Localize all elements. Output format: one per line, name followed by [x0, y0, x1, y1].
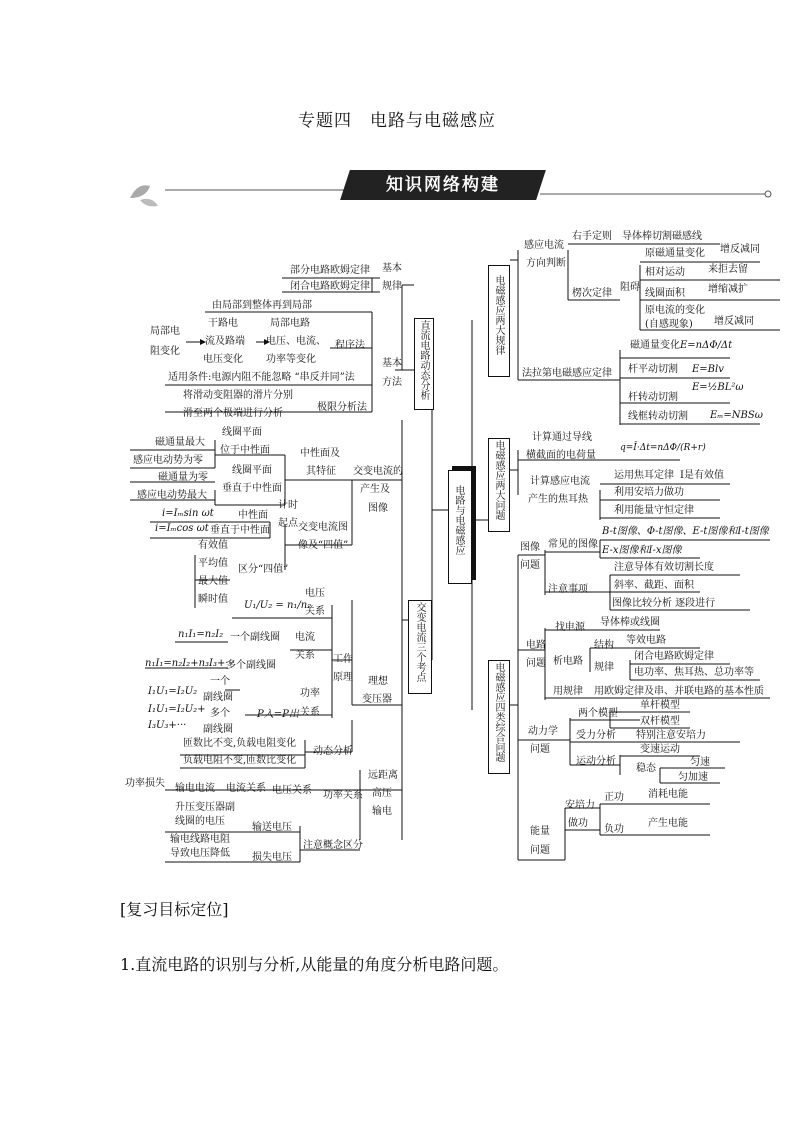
law-f-rot: E=½BL²ω: [692, 382, 744, 393]
p4-force-ana: 受力分析: [576, 730, 616, 741]
p4-uni-acc: 匀加速: [678, 772, 708, 783]
p4-double-bar: 双杆模型: [640, 716, 680, 727]
ac-graph1: 交变电流图: [298, 522, 348, 533]
prob4-box-label: 电磁感应四类综合问题: [493, 662, 504, 762]
p4-find-src: 找电源: [555, 622, 585, 633]
law-right-hand: 右手定则: [572, 231, 612, 242]
p4-dyn2: 问题: [530, 744, 550, 755]
ac-multi2b: 副线圈: [203, 724, 233, 735]
banner-title: 知识网络构建: [386, 175, 500, 195]
ac-emf-zero: 感应电动势为零: [133, 455, 203, 466]
ac-work1: 工作: [333, 654, 353, 665]
law-faraday: 法拉第电磁感应定律: [522, 368, 612, 379]
dc-c2c: 电压变化: [203, 354, 243, 365]
p4-motion-ana: 运动分析: [576, 756, 616, 767]
law-self1: 原电流的变化: [645, 305, 705, 316]
ac-perp-start: 垂直于中性面: [210, 525, 270, 536]
prob2-box-label: 电磁感应两大问题: [493, 440, 504, 520]
ac-tx-volt: 输送电压: [252, 822, 292, 833]
ac-formula2: i=Iₘcos ωt: [155, 523, 209, 534]
dc-lim2: 滑至两个极端进行分析: [183, 408, 283, 419]
dc-method-2: 方法: [382, 377, 402, 388]
ac-p3: I₃U₃+···: [148, 720, 187, 731]
ac-far2: 高压: [372, 788, 392, 799]
ac-work2: 原理: [333, 672, 353, 683]
law-cut: 导体棒切割磁感线: [622, 231, 702, 242]
p4-single-bar: 单杆模型: [640, 700, 680, 711]
p4-img2: 问题: [520, 560, 540, 571]
ac-crel1: 电流: [295, 632, 315, 643]
ac-p2: I₁U₁=I₂U₂+: [148, 704, 206, 715]
p2-joule-note: I是有效值: [680, 470, 724, 481]
ac-tx-cur: 输电电流: [175, 783, 215, 794]
law-incr-oppose2: 增反减同: [714, 316, 754, 327]
dc-basic-law-2: 规律: [382, 281, 402, 292]
law-orig-flux: 原磁通量变化: [645, 248, 705, 259]
ac-timing1: 计时: [278, 500, 298, 511]
p4-ampere-note: 特别注意安培力: [636, 730, 706, 741]
p4-use-law-txt: 用欧姆定律及串、并联电路的基本性质: [594, 686, 764, 697]
ac-concept: 注意概念区分: [303, 840, 363, 851]
dc-law1: 部分电路欧姆定律: [290, 265, 370, 276]
dc-c3b: 电压、电流、: [266, 336, 326, 347]
ac-timing2: 起点: [278, 518, 298, 529]
dc-cond: 适用条件:电源内阻不能忽略 “串反并同”法: [168, 372, 355, 383]
goal-item-1: 1.直流电路的识别与分析,从能量的角度分析电路问题。: [120, 955, 509, 974]
p4-src: 导体棒或线圈: [600, 617, 660, 628]
ac-at-neutral: 位于中性面: [220, 445, 270, 456]
ac-neutral-start: 中性面: [238, 510, 268, 521]
law-shrink: 增缩减扩: [708, 284, 748, 295]
p4-uniform: 匀速: [690, 757, 710, 768]
law-come-go: 来拒去留: [708, 264, 748, 275]
ac-one-coil: 一个副线圈: [230, 632, 280, 643]
p4-do-work: 做功: [568, 818, 588, 829]
ac-loss-volt: 损失电压: [252, 852, 292, 863]
ac-maxv: 最大值: [198, 576, 228, 587]
p4-n1: 注意导体有效切割长度: [614, 562, 714, 573]
ac-ploss: 功率损失: [125, 778, 165, 789]
ac-u-ratio: U₁/U₂ = n₁/n₂: [244, 600, 312, 611]
ac-dynamic: 动态分析: [313, 746, 353, 757]
law-box-label: 电磁感应两大规律: [493, 275, 504, 355]
ac-flux-zero: 磁通量为零: [158, 472, 208, 483]
law-rel-motion: 相对运动: [645, 267, 685, 278]
p2-ampere: 利用安培力做功: [614, 487, 684, 498]
ac-far1: 远距离: [368, 770, 398, 781]
ac-volt-rel: 电压关系: [272, 785, 312, 796]
p4-r1: 闭合电路欧姆定律: [634, 651, 714, 662]
ac-neutral-feature1: 中性面及: [300, 448, 340, 459]
ac-multi-coil: 多个副线圈: [226, 660, 276, 671]
ac-step-up1: 升压变压器副: [175, 802, 235, 813]
ac-box-label: 交变电流三个考点: [414, 602, 425, 682]
p4-g1: B-t图像、Φ-t图像、E-t图像和I-t图像: [602, 526, 769, 537]
dc-box-label: 直流电路动态分析: [418, 320, 429, 400]
central-label: 电路与电磁感应: [453, 485, 464, 555]
ac-pin: P入=P出: [257, 709, 299, 720]
ac-ideal1: 理想: [368, 676, 388, 687]
dc-c2b: 流及路端: [205, 336, 245, 347]
p4-r2: 电功率、焦耳热、总功率等: [634, 667, 754, 678]
law-dir1: 感应电流: [524, 240, 564, 251]
ac-neutral-feature2: 其特征: [306, 466, 336, 477]
p4-n3: 图像比较分析 逐段进行: [612, 598, 716, 609]
law-f-blv: E=Blv: [692, 364, 724, 375]
ac-emf-max: 感应电动势最大: [137, 490, 207, 501]
law-frame-rot: 线框转动切割: [628, 411, 688, 422]
p4-rule: 规律: [594, 662, 614, 673]
law-incr-oppose: 增反减同: [720, 244, 760, 255]
dc-c1a: 局部电: [150, 326, 180, 337]
dc-c3c: 功率等变化: [266, 354, 316, 365]
ac-formula1: i=Iₘsin ωt: [162, 508, 214, 519]
law-flux-change: 磁通量变化: [630, 340, 680, 351]
ac-gen2: 产生及: [360, 484, 390, 495]
ac-ideal2: 变压器: [362, 694, 392, 705]
p2-joule: 运用焦耳定律: [614, 470, 674, 481]
p4-consume: 消耗电能: [648, 789, 688, 800]
p4-g2: E-x图像和I-x图像: [602, 545, 682, 556]
law-hinder: 阻碍: [620, 282, 640, 293]
law-bar-trans: 杆平动切割: [628, 364, 678, 375]
dc-method-1: 基本: [382, 358, 402, 369]
dc-c1b: 阻变化: [150, 346, 180, 357]
dc-basic-law-1: 基本: [382, 263, 402, 274]
ac-far3: 输电: [372, 806, 392, 817]
ac-i-multi: n₁I₁=n₂I₂+n₃I₃+···: [145, 658, 235, 669]
section-heading: [复习目标定位]: [120, 900, 229, 919]
p4-img1: 图像: [520, 542, 540, 553]
ac-graph2: 像及“四值”: [298, 540, 349, 551]
ac-gen1: 交变电流的: [353, 466, 403, 477]
p4-ana1: 析电路: [553, 656, 583, 667]
p4-dyn1: 动力学: [528, 726, 558, 737]
p4-steady: 稳态: [636, 763, 656, 774]
ac-drop1: 输电线路电阻: [170, 834, 230, 845]
p4-cir1: 电路: [526, 640, 546, 651]
dc-law2: 闭合电路欧姆定律: [290, 281, 370, 292]
ac-drop2: 导致电压降低: [170, 848, 230, 859]
p4-pos-work: 正功: [604, 792, 624, 803]
ac-coil-plane: 线圈平面: [222, 427, 262, 438]
page-title: 专题四 电路与电磁感应: [298, 111, 496, 131]
law-lenz: 楞次定律: [572, 288, 612, 299]
ac-inst: 瞬时值: [198, 594, 228, 605]
ac-prel2: 关系: [300, 707, 320, 718]
ac-cur-rel: 电流关系: [226, 783, 266, 794]
ac-avg: 平均值: [198, 558, 228, 569]
ac-one-coil2b: 副线圈: [203, 692, 233, 703]
p4-n2: 斜率、截距、面积: [614, 580, 694, 591]
ac-eff: 有效值: [198, 540, 228, 551]
ac-prel1: 功率: [300, 688, 320, 699]
ac-load-fixed: 负载电阻不变,匝数比变化: [183, 755, 297, 766]
p4-produce: 产生电能: [648, 818, 688, 829]
law-dir2: 方向判断: [526, 258, 566, 269]
p4-use-law: 用规律: [553, 686, 583, 697]
ac-ratio-fixed: 匝数比不变,负载电阻变化: [183, 738, 297, 749]
p2-heat2: 产生的焦耳热: [528, 494, 588, 505]
p4-var-motion: 变速运动: [640, 744, 680, 755]
p4-common: 常见的图像: [548, 539, 598, 550]
p2-heat1: 计算感应电流: [530, 476, 590, 487]
p4-two-models: 两个模型: [578, 708, 618, 719]
p4-equiv: 等效电路: [626, 635, 666, 646]
p4-ampere-force: 安培力: [565, 800, 595, 811]
law-f-nbs: Eₘ=NBSω: [710, 410, 763, 421]
p4-ene2: 问题: [530, 845, 550, 856]
dc-whole: 由局部到整体再到局部: [212, 300, 312, 311]
ac-four: 区分“四值”: [238, 564, 289, 575]
ac-multi2a: 多个: [210, 708, 230, 719]
p2-charge2: 横截面的电荷量: [526, 450, 596, 461]
ac-i-one: n₁I₁=n₂I₂: [178, 629, 224, 640]
law-bar-rot: 杆转动切割: [628, 392, 678, 403]
p4-notice: 注意事项: [548, 584, 588, 595]
ac-gen3: 图像: [368, 503, 388, 514]
ac-coil-plane2: 线圈平面: [232, 465, 272, 476]
ac-perp-neutral: 垂直于中性面: [222, 483, 282, 494]
dc-c3a: 局部电路: [270, 318, 310, 329]
law-f-flux: E=nΔΦ/Δt: [680, 340, 733, 351]
p4-neg-work: 负功: [604, 824, 624, 835]
ac-step-up2: 线圈的电压: [175, 816, 225, 827]
ac-vrel2: 关系: [305, 606, 325, 617]
ac-p1: I₁U₁=I₂U₂: [148, 686, 198, 697]
p4-ene1: 能量: [530, 826, 550, 837]
p2-f-charge: q=Ī·Δt=nΔΦ/(R+r): [620, 443, 706, 453]
p2-energy: 利用能量守恒定律: [614, 505, 694, 516]
ac-flux-max: 磁通量最大: [155, 437, 205, 448]
ac-crel2: 关系: [295, 650, 315, 661]
law-area: 线圈面积: [645, 288, 685, 299]
ac-one-coil2a: 一个: [210, 676, 230, 687]
p4-structure: 结构: [594, 640, 614, 651]
dc-limit: 极限分析法: [317, 402, 367, 413]
p4-cir2: 问题: [526, 658, 546, 669]
ac-pow-rel: 功率关系: [323, 790, 363, 801]
law-self2: (自感现象): [645, 319, 693, 330]
dc-c2a: 干路电: [208, 318, 238, 329]
ac-vrel1: 电压: [305, 588, 325, 599]
dc-lim1: 将滑动变阻器的滑片分别: [183, 390, 293, 401]
dc-procedure: 程序法: [335, 340, 365, 351]
p2-charge1: 计算通过导线: [532, 432, 592, 443]
